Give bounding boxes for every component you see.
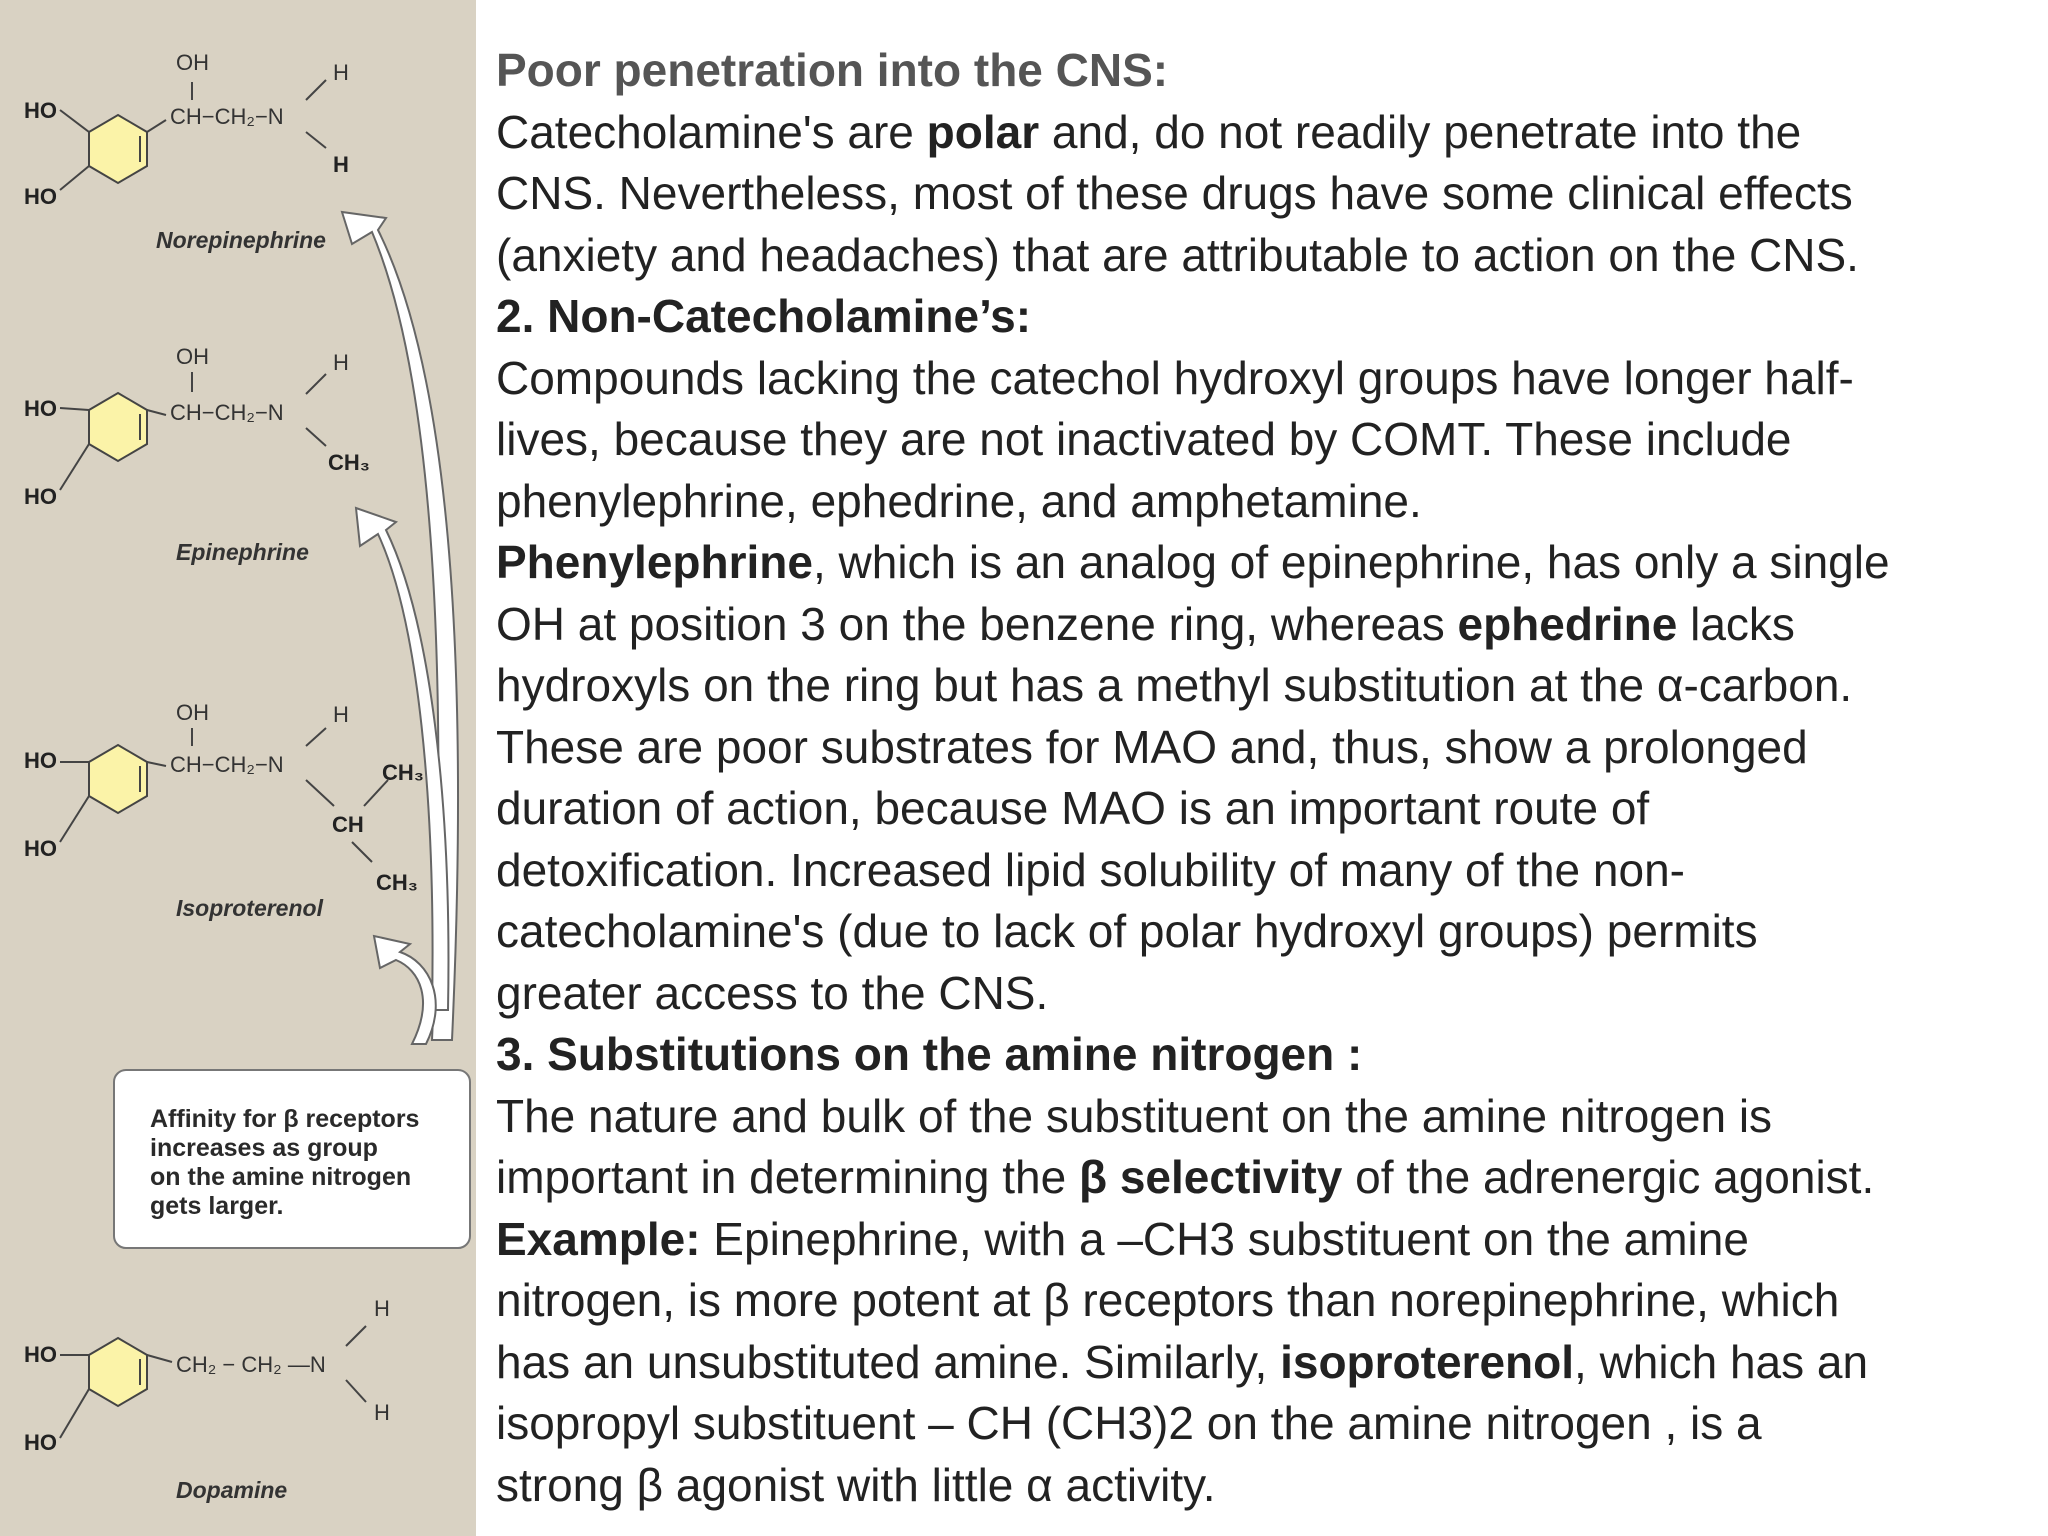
structure-figure: [0, 0, 476, 1536]
side-chain-label: CH₂ − CH₂ —N: [176, 1352, 326, 1377]
callout-line: Affinity for β receptors: [150, 1105, 420, 1133]
text-line: The nature and bulk of the substituent on the amine nitrogen is: [496, 1089, 1773, 1142]
catecholamine-structures-diagram: [0, 0, 476, 1536]
section-heading: Poor penetration into the CNS:: [496, 44, 1169, 96]
ho-label: HO: [24, 484, 57, 509]
text-line: has an unsubstituted amine. Similarly, isoproterenol, which has an: [496, 1335, 1869, 1388]
text-line: nitrogen, is more potent at β receptors than norepinephrine, which: [496, 1274, 1840, 1326]
ch-label: CH: [332, 812, 364, 837]
h-label: H: [333, 60, 349, 85]
selectivity-arrows: [114, 212, 470, 1248]
text-line: hydroxyls on the ring but has a methyl substitution at the α-carbon.: [496, 659, 1853, 711]
text-line: lives, because they are not inactivated by COMT. These include: [496, 413, 1792, 465]
ch3-label: CH₃: [376, 870, 418, 895]
ho-label: HO: [24, 98, 57, 123]
text-line: duration of action, because MAO is an important route of: [496, 782, 1650, 834]
oh-label: OH: [176, 700, 209, 725]
emphasis: Example:: [496, 1212, 701, 1265]
side-chain-label: CH−CH₂−N: [170, 400, 284, 425]
substituent-label: H: [333, 152, 349, 177]
text-line: detoxification. Increased lipid solubility of many of the non-: [496, 843, 1685, 896]
ho-label: HO: [24, 184, 57, 209]
ho-label: HO: [24, 1342, 57, 1367]
benzene-ring-icon: [89, 115, 147, 183]
text-line: CNS. Nevertheless, most of these drugs have some clinical effects: [496, 167, 1853, 219]
text-line: Catecholamine's are polar and, do not readily penetrate into the: [496, 105, 1802, 158]
ho-label: HO: [24, 1430, 57, 1455]
text-line: (anxiety and headaches) that are attributable to action on the CNS.: [496, 228, 1859, 281]
molecule-isoproterenol: [24, 700, 424, 921]
h-label: H: [374, 1400, 390, 1425]
ho-label: HO: [24, 748, 57, 773]
substituent-label: CH₃: [328, 450, 370, 475]
h-label: H: [374, 1296, 390, 1321]
text-line: Phenylephrine, which is an analog of epinephrine, has only a single: [496, 536, 1890, 588]
emphasis: Phenylephrine: [496, 536, 813, 588]
section-heading: 2. Non-Catecholamine’s:: [496, 290, 1032, 342]
oh-label: OH: [176, 50, 209, 75]
emphasis: polar: [926, 105, 1040, 158]
callout-line: on the amine nitrogen: [150, 1163, 412, 1191]
arrow-small-icon: [374, 936, 436, 1044]
molecule-epinephrine: [24, 344, 370, 565]
side-chain-label: CH−CH₂−N: [170, 104, 284, 129]
molecule-norepinephrine: [24, 50, 349, 253]
h-label: H: [333, 702, 349, 727]
ho-label: HO: [24, 836, 57, 861]
molecule-dopamine: [24, 1296, 390, 1503]
benzene-ring-icon: [89, 1338, 147, 1406]
ho-label: HO: [24, 396, 57, 421]
text-line: phenylephrine, ephedrine, and amphetamine.: [496, 474, 1422, 527]
emphasis: ephedrine: [1457, 597, 1678, 650]
molecule-name: Isoproterenol: [176, 895, 323, 921]
oh-label: OH: [176, 344, 209, 369]
text-line: important in determining the β selectivity of the adrenergic agonist.: [496, 1151, 1875, 1203]
section-heading: 3. Substitutions on the amine nitrogen :: [496, 1028, 1363, 1080]
text-line: strong β agonist with little α activity.: [496, 1458, 1216, 1511]
emphasis: β selectivity: [1078, 1151, 1343, 1203]
text-line: Compounds lacking the catechol hydroxyl groups have longer half-: [496, 351, 1854, 404]
benzene-ring-icon: [89, 745, 147, 813]
molecule-name: Dopamine: [176, 1477, 288, 1503]
h-label: H: [333, 350, 349, 375]
callout-line: gets larger.: [150, 1192, 284, 1220]
text-line: isopropyl substituent – CH (CH3)2 on the amine nitrogen , is a: [496, 1397, 1762, 1449]
lecture-text: [496, 40, 2041, 1516]
ch3-label: CH₃: [382, 760, 424, 785]
emphasis: isoproterenol: [1280, 1335, 1575, 1388]
text-line: OH at position 3 on the benzene ring, whereas ephedrine lacks: [496, 597, 1795, 650]
molecule-name: Norepinephrine: [156, 227, 326, 253]
text-line: catecholamine's (due to lack of polar hydroxyl groups) permits: [496, 905, 1758, 957]
side-chain-label: CH−CH₂−N: [170, 752, 284, 777]
benzene-ring-icon: [89, 393, 147, 461]
text-line: Example: Epinephrine, with a –CH3 substituent on the amine: [496, 1212, 1749, 1265]
text-line: greater access to the CNS.: [496, 966, 1049, 1019]
molecule-name: Epinephrine: [176, 539, 309, 565]
callout-line: increases as group: [150, 1134, 378, 1162]
text-line: These are poor substrates for MAO and, thus, show a prolonged: [496, 720, 1808, 773]
